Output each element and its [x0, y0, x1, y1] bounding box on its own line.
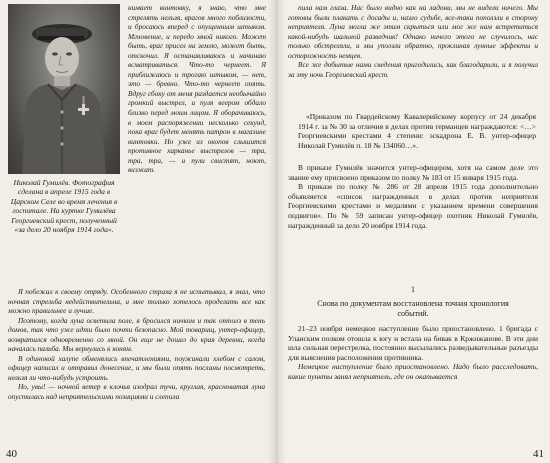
gumilev-portrait-photo [8, 4, 120, 174]
photo-side-text [128, 3, 266, 175]
left-page-number: 40 [6, 448, 17, 460]
left-page-body [8, 287, 265, 402]
left-paragraph-4: Но, увы! — ночной ветер в клочья изодрал тучи, круглая, красноватая луна опустилась над неприятельскими позициями и слепила [8, 382, 265, 402]
right-paragraph-1: пила нам глаза. Нас было видно как на ладони, мы не видели ничего. Мы готовы были плакать с досады и, назло судьбе, все-таки поползли в сторону неприятеля. Луна могла же этим скрыться или мог же нам встретиться какой-нибудь шальной разведчик! Однако ничего этого не случилось, нас только обстреляли, и мы уползли обратно, проклиная лунные эффекты и осторожность немцев. [288, 3, 538, 60]
section-number: 1 [411, 285, 415, 294]
photo-caption: Николай Гумилёв. Фотография сделана в апреле 1915 года в Царском Селе во время лечения в госпитале. На куртке Гумилёва Георгиевский крест, полученный «за дело 20 ноября 1914 года». [10, 178, 118, 235]
right-page [276, 0, 550, 463]
bottom-paragraph-2: Немецкое наступление было приостановлено. Надо было расследовать, какие пункты занял неприятель, где он окапывается [288, 362, 538, 381]
section-title: Снова по документам восстановлена точная хронология событий. [317, 299, 509, 318]
mid-paragraph-2: В приказе по полку № 286 от 28 апреля 1915 года дополнительно объявляется «список награжденных в делах против неприятеля Георгиевскими крестами и медалями с указанием времени совершения подвигов». По № 59 записан унтер-офицер охотник Николай Гумилёв, награжденный за дело 20 ноября 1914 года. [288, 182, 538, 230]
bottom-paragraph-1: 21–23 ноября немецкое наступление было приостановлено. 1 бригада с Уланским полком отошла к югу и встала на бивак в Кржижанове. В эти дни шла сильная перестрелка, постоянно высылались разведывательные разъезды для выяснения расположения противника. [288, 324, 538, 362]
left-paragraph-2: Поэтому, когда луна осветила поле, я бросился ничком и так отполз в тень домов, так что уже идти было почти безопасно. Мой товарищ, унтер-офицер, возвратился одновременно со мной. Он еще не дошел до края деревни, когда началась пальба. Мы вернулись к коням. [8, 315, 265, 354]
right-paragraph-2: Все же добытые нами сведения пригодились, как благодарили, и я получил за эту ночь Георгиевский крест. [288, 60, 538, 79]
right-page-mid-text [288, 163, 538, 230]
order-quote [298, 112, 536, 150]
left-paragraph-1: Я побежал к своему отряду. Особенного страха я не испытывал, я знал, что ночная стрельба недействительна, и мне только хотелось проделать все как можно правильнее и лучше. [8, 287, 265, 316]
left-paragraph-3: В одинокой халупе обменялись впечатлениями, поужинали хлебом с салом, офицер написал и отправил донесение, и мы были опять посланы посмотреть, нельзя ли что-нибудь устроить. [8, 353, 265, 382]
right-page-bottom-text [288, 324, 538, 382]
right-page-top-text [288, 3, 538, 79]
right-page-number: 41 [533, 448, 544, 460]
portrait-figure-icon [8, 4, 120, 174]
mid-paragraph-1: В приказе Гумилёв значится унтер-офицером, хотя на самом деле это звание ему присвоено приказом по полку № 183 от 15 января 1915 года. [288, 163, 538, 182]
photo-side-paragraph: нимает винтовку, я знаю, что мне стрелять нельзя, врагов много поблизости, и бросаюсь вперед с опущенным штыком. Мгновение, и передо мной никого. Может быть, враг присел на землю, может быть, отскочил. Я останавливаюсь и начинаю всматриваться. Что-то чернеет. Я приближаюсь и трогаю штыком, — нет, это — бревно. Что-то чернеет опять. Вдруг сбоку от меня раздается необычайно громкий выстрел, и пуля веером обдало близко перед моим лицом. Я оборачиваюсь, в моем распоряжении несколько секунд, пока враг будет менять патрон в магазине винтовки. Но уже из окопов слышится противное харканье выстрелов — тра, тра, тра, — и пули свистят, ноют, визжат. [128, 3, 266, 175]
quote-text: «Приказом по Гвардейскому Кавалерийскому корпусу от 24 декабря 1914 г. за № 30 за отличия в делах против германцев награждаются: <…> Георгиевскими крестами 4 степени: эскадрона Е. В. унтер-офицер Николай Гумилёв п. 18 № 134060…». [298, 112, 536, 150]
